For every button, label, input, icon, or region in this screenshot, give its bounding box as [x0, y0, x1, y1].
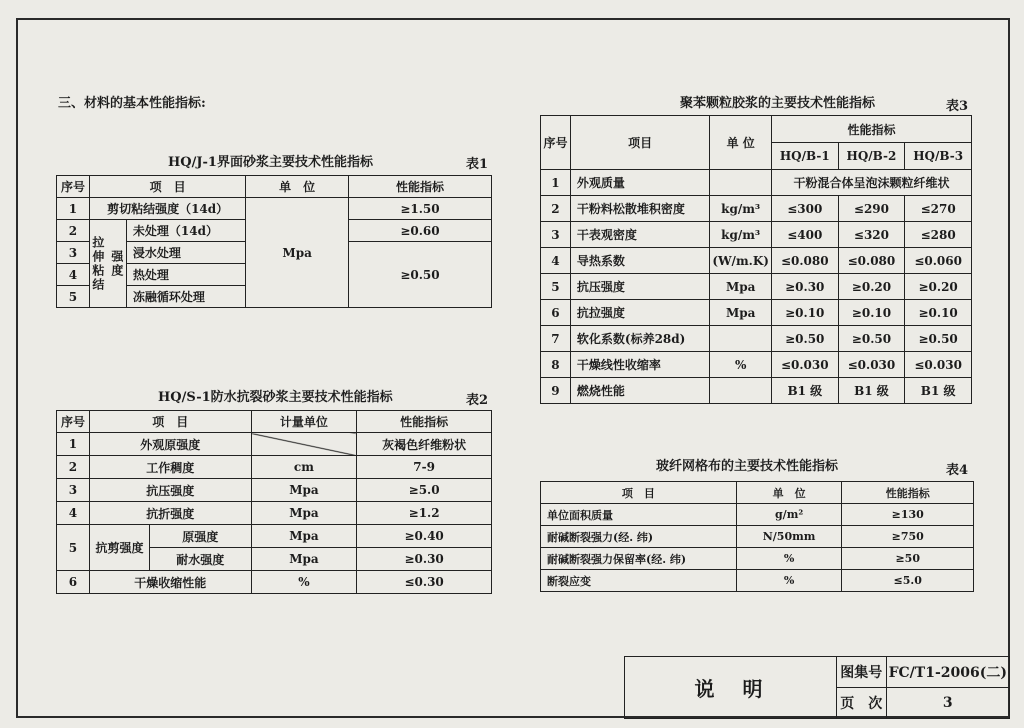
table2-header-value: 性能指标 [357, 411, 492, 433]
table3-subheader: HQ/B-1 [771, 143, 838, 170]
table4-row-item: 耐碱断裂强力保留率(经. 纬) [541, 548, 737, 570]
table3-cell: B1 级 [771, 378, 838, 404]
table4-row-item: 耐碱断裂强力(经. 纬) [541, 526, 737, 548]
table3-row-merged: 干粉混合体呈泡沫颗粒纤维状 [771, 170, 971, 196]
table2-row-value: ≥0.30 [357, 548, 492, 571]
table1-row-no: 5 [57, 286, 90, 308]
table3-row-item: 外观质量 [570, 170, 710, 196]
table1-header-value: 性能指标 [348, 176, 491, 198]
table4-header-value: 性能指标 [842, 482, 974, 504]
table3-cell: B1 级 [905, 378, 972, 404]
table4-row-value: ≥50 [842, 548, 974, 570]
section-heading: 三、材料的基本性能指标: [58, 96, 206, 111]
table2-row-value: ≥0.40 [357, 525, 492, 548]
table1-row-no: 4 [57, 264, 90, 286]
table4-row-item: 断裂应变 [541, 570, 737, 592]
table1-row-value: ≥0.60 [348, 220, 491, 242]
table2-row-no: 3 [57, 479, 90, 502]
table3-cell: ≥0.10 [838, 300, 905, 326]
table3-row-item: 导热系数 [570, 248, 710, 274]
table3-cell: ≥0.20 [905, 274, 972, 300]
table1-row-no: 2 [57, 220, 90, 242]
table1-header-unit: 单 位 [246, 176, 349, 198]
table2-row-item: 耐水强度 [149, 548, 251, 571]
table3-cell: ≤290 [838, 196, 905, 222]
table2-row-value: 7-9 [357, 456, 492, 479]
table3-cell: ≥0.50 [838, 326, 905, 352]
table2-row-value: 灰褐色纤维粉状 [357, 433, 492, 456]
title-block [624, 656, 1010, 719]
table3-row-no: 2 [541, 196, 571, 222]
table2-group-label: 抗剪强度 [89, 525, 149, 571]
table2-header-unit: 计量单位 [251, 411, 357, 433]
table2-row-unit: Mpa [251, 525, 357, 548]
table3-subheader: HQ/B-3 [905, 143, 972, 170]
table2-row-unit: cm [251, 456, 357, 479]
table3-row-no: 8 [541, 352, 571, 378]
table2-caption: HQ/S-1防水抗裂砂浆主要技术性能指标 [158, 390, 393, 405]
table3-row-unit: kg/m³ [710, 196, 772, 222]
table3-cell: ≥0.10 [771, 300, 838, 326]
table3-cell: ≤0.080 [771, 248, 838, 274]
table3-cell: ≤400 [771, 222, 838, 248]
table3-cell: ≤280 [905, 222, 972, 248]
table2-row-item: 原强度 [149, 525, 251, 548]
table4-row-value: ≤5.0 [842, 570, 974, 592]
table3-header-unit: 单 位 [710, 116, 772, 170]
table3-cell: ≤0.080 [838, 248, 905, 274]
page-number: 3 [886, 688, 1009, 719]
table3-row-no: 4 [541, 248, 571, 274]
table1-caption: HQ/J-1界面砂浆主要技术性能指标 [168, 155, 373, 170]
page-label: 页 次 [836, 688, 886, 719]
table1-row-no: 1 [57, 198, 90, 220]
table1-group-label: 拉伸粘结 强度 [89, 220, 126, 308]
table3-row-no: 1 [541, 170, 571, 196]
table3-row-no: 5 [541, 274, 571, 300]
table2-row-unit: Mpa [251, 502, 357, 525]
table2 [56, 410, 492, 594]
table2-row-no: 6 [57, 571, 90, 594]
table3-cell: ≤300 [771, 196, 838, 222]
table2-header-no: 序号 [57, 411, 90, 433]
table3-row-no: 7 [541, 326, 571, 352]
table2-row-item: 抗压强度 [89, 479, 251, 502]
table1-row-item: 冻融循环处理 [126, 286, 245, 308]
table2-row-unit [251, 433, 357, 456]
table3-row-unit: kg/m³ [710, 222, 772, 248]
table3-header-no: 序号 [541, 116, 571, 170]
table3-caption: 聚苯颗粒胶浆的主要技术性能指标 [680, 96, 876, 111]
table3-row-unit [710, 378, 772, 404]
table3-cell: ≤0.030 [771, 352, 838, 378]
table3-cell: ≤320 [838, 222, 905, 248]
table3-row-item: 干燥线性收缩率 [570, 352, 710, 378]
table2-row-item: 外观原强度 [89, 433, 251, 456]
table3-cell: B1 级 [838, 378, 905, 404]
table3-cell: ≥0.30 [771, 274, 838, 300]
table2-row-unit: % [251, 571, 357, 594]
table4-row-item: 单位面积质量 [541, 504, 737, 526]
table2-row-item: 干燥收缩性能 [89, 571, 251, 594]
table4-row-unit: N/50mm [736, 526, 842, 548]
table3-row-unit: (W/m.K) [710, 248, 772, 274]
table3 [540, 115, 972, 404]
table2-row-value: ≥1.2 [357, 502, 492, 525]
table4-row-value: ≥130 [842, 504, 974, 526]
table3-row-item: 干粉料松散堆积密度 [570, 196, 710, 222]
table1-row-item: 热处理 [126, 264, 245, 286]
table3-cell: ≥0.50 [771, 326, 838, 352]
table1-row-item: 未处理（14d） [126, 220, 245, 242]
table3-row-item: 抗压强度 [570, 274, 710, 300]
table3-cell: ≤0.030 [838, 352, 905, 378]
table4-row-value: ≥750 [842, 526, 974, 548]
table3-cell: ≤0.060 [905, 248, 972, 274]
table4-row-unit: % [736, 570, 842, 592]
table1-row-value: ≥0.50 [348, 242, 491, 308]
atlas-label: 图集号 [836, 657, 886, 688]
table3-header-item: 项目 [570, 116, 710, 170]
table4 [540, 481, 974, 592]
table2-row-unit: Mpa [251, 479, 357, 502]
table3-row-no: 9 [541, 378, 571, 404]
table3-header-value: 性能指标 [771, 116, 971, 143]
table3-row-no: 3 [541, 222, 571, 248]
table1-header-no: 序号 [57, 176, 90, 198]
table2-row-no: 1 [57, 433, 90, 456]
drawing-title: 说 明 [625, 657, 837, 719]
table2-row-no: 5 [57, 525, 90, 571]
table4-row-unit: % [736, 548, 842, 570]
table1-row-item: 浸水处理 [126, 242, 245, 264]
table3-row-item: 软化系数(标养28d) [570, 326, 710, 352]
table1 [56, 175, 492, 308]
table3-row-no: 6 [541, 300, 571, 326]
table3-row-item: 燃烧性能 [570, 378, 710, 404]
table3-row-item: 抗拉强度 [570, 300, 710, 326]
atlas-number: FC/T1-2006(二) [886, 657, 1009, 688]
table3-subheader: HQ/B-2 [838, 143, 905, 170]
table3-cell: ≥0.50 [905, 326, 972, 352]
table3-row-unit [710, 326, 772, 352]
table3-row-unit [710, 170, 772, 196]
table2-tag: 表2 [466, 393, 489, 408]
table3-cell: ≥0.10 [905, 300, 972, 326]
table3-cell: ≤0.030 [905, 352, 972, 378]
table3-row-unit: Mpa [710, 274, 772, 300]
table2-row-value: ≥5.0 [357, 479, 492, 502]
table3-row-item: 干表观密度 [570, 222, 710, 248]
table2-row-no: 4 [57, 502, 90, 525]
table1-row-item: 剪切粘结强度（14d） [89, 198, 245, 220]
table3-cell: ≥0.20 [838, 274, 905, 300]
table2-row-item: 工作稠度 [89, 456, 251, 479]
table3-row-unit: Mpa [710, 300, 772, 326]
table4-tag: 表4 [946, 463, 969, 478]
table1-row-value: ≥1.50 [348, 198, 491, 220]
table3-cell: ≤270 [905, 196, 972, 222]
table1-tag: 表1 [466, 157, 489, 172]
table4-header-unit: 单 位 [736, 482, 842, 504]
table2-header-item: 项 目 [89, 411, 251, 433]
table1-unit: Mpa [246, 198, 349, 308]
table3-row-unit: % [710, 352, 772, 378]
table2-row-value: ≤0.30 [357, 571, 492, 594]
table2-row-item: 抗折强度 [89, 502, 251, 525]
table4-row-unit: g/m² [736, 504, 842, 526]
table2-row-unit: Mpa [251, 548, 357, 571]
table4-header-item: 项 目 [541, 482, 737, 504]
table1-header-item: 项 目 [89, 176, 245, 198]
table1-row-no: 3 [57, 242, 90, 264]
table4-caption: 玻纤网格布的主要技术性能指标 [656, 459, 839, 474]
table2-row-no: 2 [57, 456, 90, 479]
table3-tag: 表3 [946, 99, 969, 114]
